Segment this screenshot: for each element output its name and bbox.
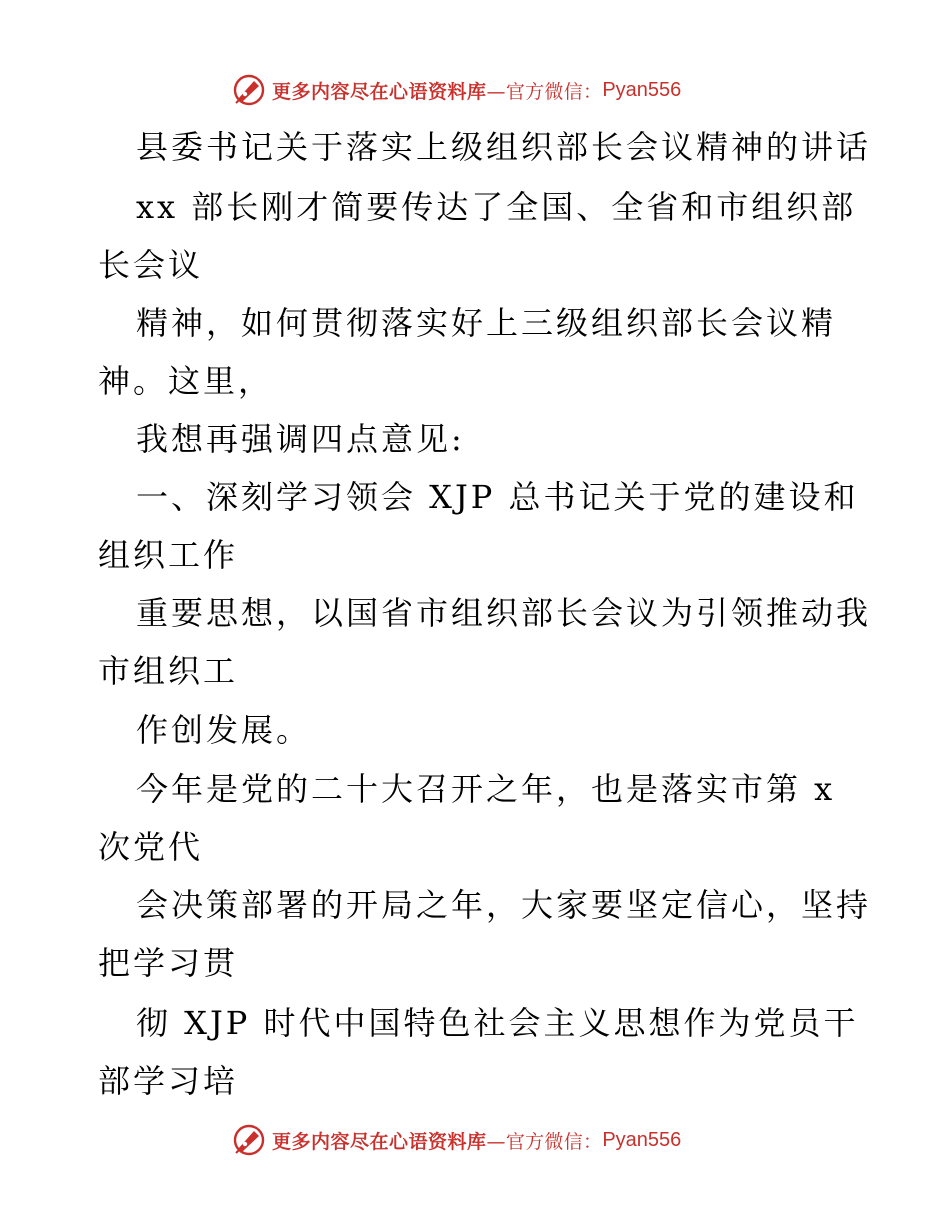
text-line: 把学习贯 <box>98 944 239 982</box>
text-line: 会决策部署的开局之年，大家要坚定信心，坚持 <box>136 886 872 924</box>
text-line: 市组织工 <box>98 652 239 690</box>
footer-watermark-banner <box>232 1120 681 1160</box>
text-line: 神。这里， <box>98 362 274 400</box>
text-line: 一、深刻学习领会 XJP 总书记关于党的建设和 <box>136 478 859 516</box>
text-line: 我想再强调四点意见: <box>136 420 465 458</box>
text-line: 重要思想，以国省市组织部长会议为引领推动我 <box>136 594 872 632</box>
text-line: 彻 XJP 时代中国特色社会主义思想作为党员干 <box>136 1004 859 1042</box>
text-line: 今年是党的二十大召开之年，也是落实市第 x <box>136 770 836 808</box>
text-line: xx 部长刚才简要传达了全国、全省和市组织部 <box>136 188 857 226</box>
text-line-title: 县委书记关于落实上级组织部长会议精神的讲话 <box>136 128 872 166</box>
text-line: 组织工作 <box>98 536 239 574</box>
text-line: 部学习培 <box>98 1062 239 1100</box>
banner-text-right: —官方微信： <box>486 80 603 103</box>
banner-wechat-handle: Pyan556 <box>602 1128 682 1151</box>
text-line: 作创发展。 <box>136 711 312 749</box>
pen-nib-circle-icon <box>232 73 266 107</box>
banner-wechat-handle: Pyan556 <box>602 78 682 101</box>
banner-text-left: 更多内容尽在心语资料库 <box>272 1130 487 1153</box>
pen-nib-circle-icon <box>232 1123 266 1157</box>
header-watermark-banner <box>232 70 681 110</box>
text-line: 次党代 <box>98 828 204 866</box>
text-line: 精神，如何贯彻落实好上三级组织部长会议精 <box>136 304 837 342</box>
banner-text-left: 更多内容尽在心语资料库 <box>272 80 487 103</box>
banner-text-right: —官方微信： <box>486 1130 603 1153</box>
text-line: 长会议 <box>98 246 204 284</box>
